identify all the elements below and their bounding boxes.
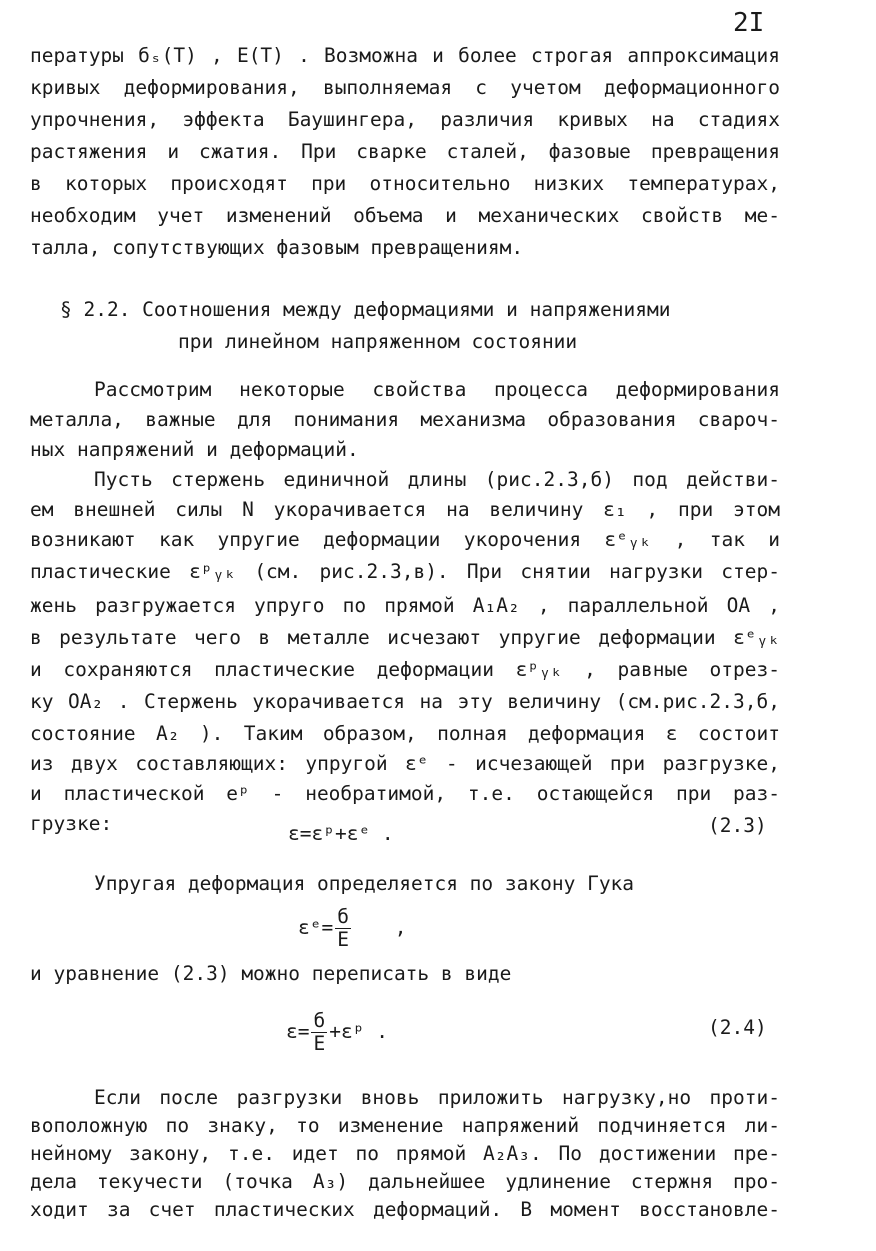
fraction-denominator: E: [337, 928, 349, 951]
equation-lhs: εᵉ=: [298, 916, 334, 939]
text-line: талла, сопутствующих фазовым превращениям.: [30, 236, 524, 259]
text-line: ку OA₂ . Стержень укорачивается на эту величину (см.рис.2.3,б,: [30, 690, 780, 713]
text-line: дела текучести (точка A₃) дальнейшее удлинение стержня про-: [30, 1170, 780, 1193]
fraction: [311, 1010, 327, 1055]
text-line: в результате чего в металле исчезают упругие деформации εᵉᵧₖ: [30, 626, 780, 649]
equation-tail: +εᵖ .: [329, 1020, 388, 1043]
text-line: из двух составляющих: упругой εᵉ - исчезающей при разгрузке,: [30, 752, 780, 775]
equation-tail: ,: [394, 916, 407, 939]
text-line: необходим учет изменений объема и механических свойств ме-: [30, 204, 780, 227]
text-line: и уравнение (2.3) можно переписать в виде: [30, 962, 512, 985]
text-line: металла, важные для понимания механизма образования свароч-: [30, 408, 780, 431]
text-line: Упругая деформация определяется по закону Гука: [94, 872, 635, 895]
section-heading: § 2.2. Соотношения между деформациями и напряжениями: [60, 298, 671, 321]
text-line: нейному закону, т.е. идет по прямой A₂A₃. По достижении пре-: [30, 1142, 780, 1165]
text-line: жень разгружается упруго по прямой A₁A₂ , параллельной OA ,: [30, 594, 780, 617]
fraction-numerator: б: [313, 1009, 326, 1032]
page-number: 2I: [733, 8, 765, 38]
text-line: ходит за счет пластических деформаций. В момент восстановле-: [30, 1198, 780, 1221]
text-line: возникают как упругие деформации укорочения εᵉᵧₖ , так и: [30, 528, 780, 551]
equation-lhs: ε=: [286, 1020, 310, 1043]
fraction-numerator: б: [337, 905, 349, 928]
text-line: и сохраняются пластические деформации εᵖᵧₖ , равные отрез-: [30, 658, 780, 681]
text-line: Если после разгрузки вновь приложить нагрузку,но проти-: [94, 1086, 780, 1109]
text-line: кривых деформирования, выполняемая с учетом деформационного: [30, 76, 780, 99]
text-line: ем внешней силы N укорачивается на величину ε₁ , при этом: [30, 498, 780, 521]
text-line: грузке:: [30, 812, 113, 835]
equation-2-3: ε=εᵖ+εᵉ .: [288, 822, 394, 845]
text-line: пластические εᵖᵧₖ (см. рис.2.3,в). При снятии нагрузки стер-: [30, 560, 780, 583]
text-line: ных напряжений и деформаций.: [30, 438, 359, 461]
section-heading-cont: при линейном напряженном состоянии: [178, 330, 578, 353]
text-line: и пластической eᵖ - необратимой, т.е. остающейся при раз-: [30, 782, 780, 805]
equation-hooke: [298, 906, 406, 951]
equation-2-4: [286, 1010, 388, 1055]
fraction: [335, 906, 351, 951]
text-line: состояние A₂ ). Таким образом, полная деформация ε состоит: [30, 722, 780, 745]
equation-number: (2.3): [708, 814, 767, 837]
text-line: в которых происходят при относительно низких температурах,: [30, 172, 780, 195]
text-line: Пусть стержень единичной длины (рис.2.3,б) под действи-: [94, 468, 780, 491]
text-line: пературы бₛ(T) , E(T) . Возможна и более строгая аппроксимация: [30, 44, 780, 67]
text-line: воположную по знаку, то изменение напряжений подчиняется ли-: [30, 1114, 780, 1137]
text-line: Рассмотрим некоторые свойства процесса деформирования: [94, 378, 780, 401]
text-line: упрочнения, эффекта Баушингера, различия кривых на стадиях: [30, 108, 780, 131]
equation-number: (2.4): [708, 1016, 767, 1039]
fraction-denominator: E: [313, 1032, 326, 1055]
text-line: растяжения и сжатия. При сварке сталей, фазовые превращения: [30, 140, 780, 163]
